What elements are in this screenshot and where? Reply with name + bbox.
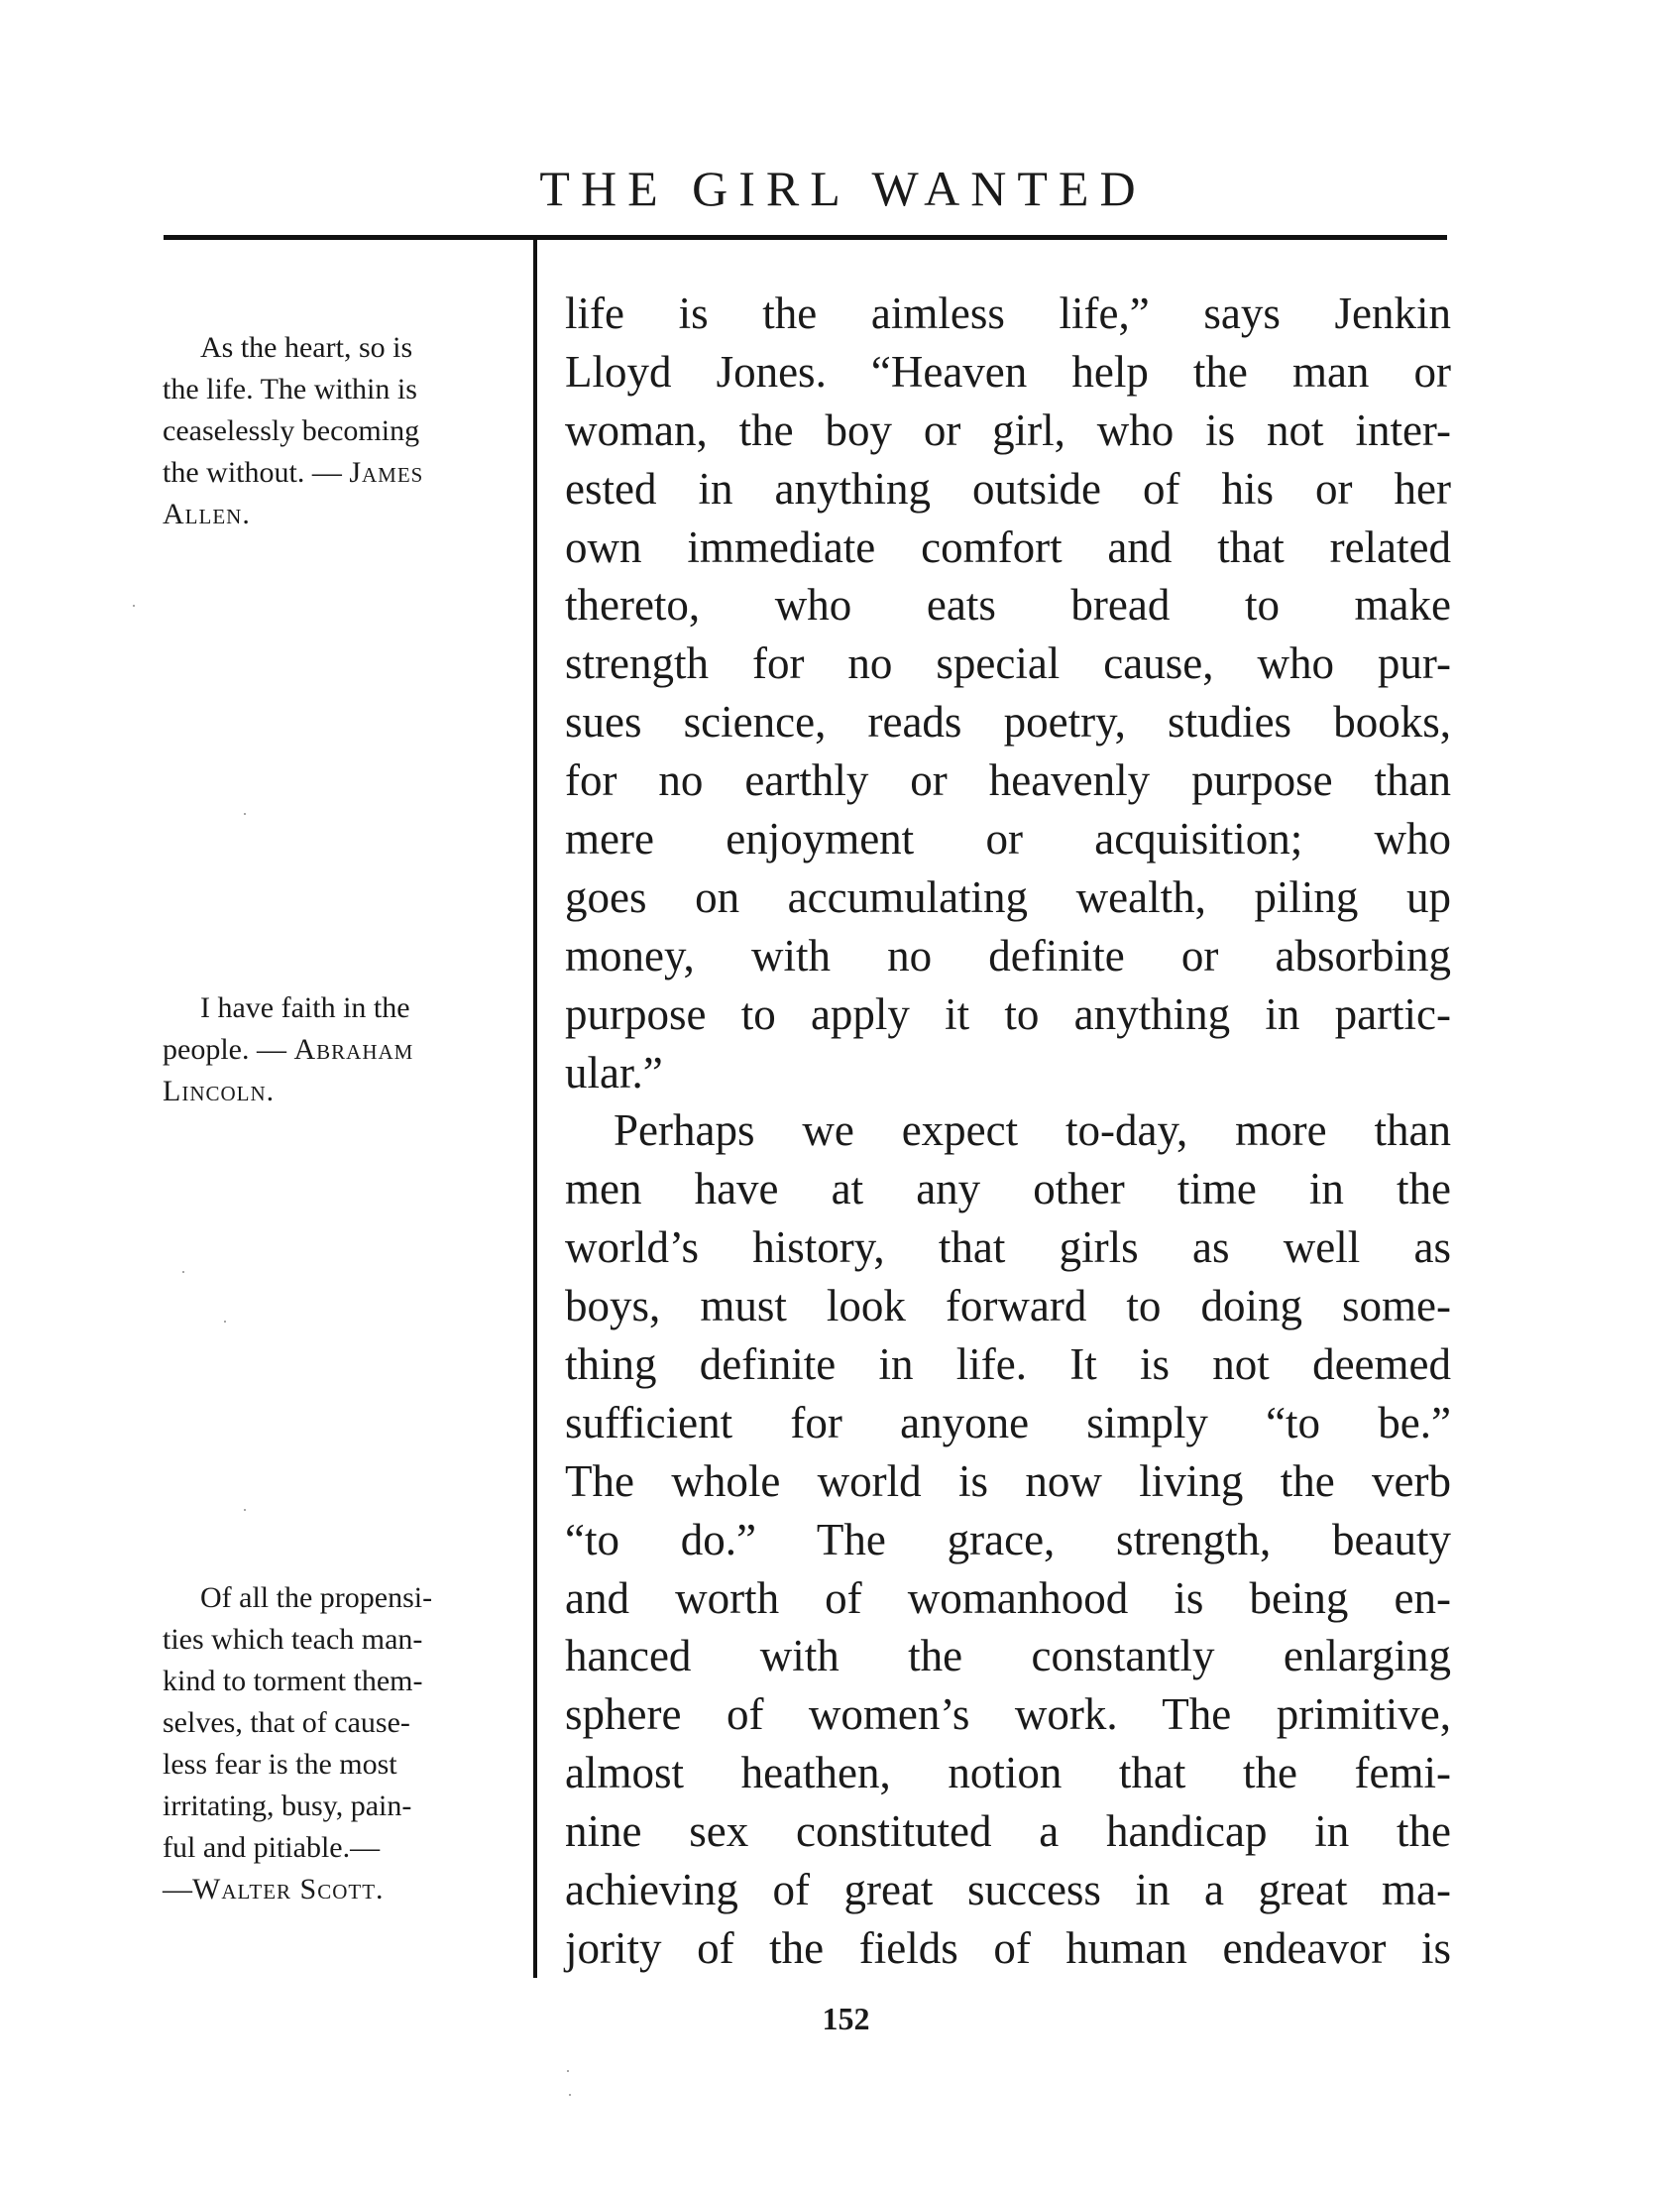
quote-line <box>163 1869 514 1910</box>
body-line: world’s history, that girls as well as <box>565 1222 1451 1273</box>
quote-line: ceaselessly becoming <box>163 414 420 447</box>
quote-line: irritating, busy, pain- <box>163 1790 412 1822</box>
scan-speck <box>569 2094 571 2096</box>
body-line: ular.” <box>565 1047 663 1097</box>
body-line: jority of the fields of human endeavor is <box>565 1922 1451 1973</box>
body-line: sufficient for anyone simply “to be.” <box>565 1397 1451 1447</box>
page-number: 152 <box>822 2001 870 2036</box>
body-line: Lloyd Jones. “Heaven help the man or <box>565 346 1451 397</box>
body-text <box>565 285 1451 1978</box>
body-line: mere enjoyment or acquisition; who <box>565 814 1451 865</box>
scan-speck <box>244 1509 246 1511</box>
body-line: “to do.” The grace, strength, beauty <box>565 1514 1451 1564</box>
body-line: hanced with the constantly enlarging <box>565 1631 1451 1681</box>
body-line: and worth of womanhood is being en- <box>565 1572 1451 1623</box>
margin-quote-abraham-lincoln <box>163 987 514 1112</box>
body-line: The whole world is now living the verb <box>565 1455 1451 1506</box>
header-rule <box>164 235 1447 240</box>
body-line: life is the aimless life,” says Jenkin <box>565 289 1451 338</box>
quote-text: — <box>163 1873 192 1905</box>
quote-line: less fear is the most <box>163 1748 397 1781</box>
scan-speck <box>224 1321 226 1323</box>
body-line: purpose to apply it to anything in partic- <box>565 988 1451 1039</box>
quote-text: the without. — <box>163 456 350 489</box>
scan-speck <box>133 605 135 607</box>
quote-line: selves, that of cause- <box>163 1706 410 1739</box>
quote-line: As the heart, so is <box>200 331 413 364</box>
scan-speck <box>182 1271 184 1273</box>
running-head: THE GIRL WANTED <box>539 161 1147 216</box>
body-line: Perhaps we expect to-day, more than <box>614 1105 1451 1156</box>
quote-attribution: Walter Scott. <box>192 1873 385 1905</box>
body-line: own immediate comfort and that related <box>565 521 1451 572</box>
body-line: sues science, reads poetry, studies books, <box>565 697 1451 748</box>
body-line: almost heathen, notion that the femi- <box>565 1748 1451 1798</box>
body-line: money, with no definite or absorbing <box>565 930 1451 981</box>
quote-line: kind to torment them- <box>163 1665 423 1697</box>
quote-attribution: Abraham Lincoln. <box>163 1033 414 1107</box>
body-line: goes on accumulating wealth, piling up <box>565 871 1451 922</box>
body-line: boys, must look forward to doing some- <box>565 1281 1451 1331</box>
body-line: woman, the boy or girl, who is not inter- <box>565 404 1451 455</box>
body-line: for no earthly or heavenly purpose than <box>565 755 1451 806</box>
body-line: sphere of women’s work. The primitive, <box>565 1689 1451 1740</box>
margin-quote-james-allen <box>163 327 514 535</box>
quote-attribution: James Allen. <box>163 456 424 530</box>
body-line: strength for no special cause, who pur- <box>565 638 1451 689</box>
body-line: ested in anything outside of his or her <box>565 463 1451 514</box>
column-divider-rule <box>533 237 537 1978</box>
body-line: nine sex constituted a handicap in the <box>565 1806 1451 1857</box>
body-line: thereto, who eats bread to make <box>565 580 1451 631</box>
scan-speck <box>567 2070 569 2072</box>
scan-speck <box>244 813 246 815</box>
body-line: achieving of great success in a great ma- <box>565 1865 1451 1915</box>
body-line: men have at any other time in the <box>565 1164 1451 1214</box>
quote-line: ful and pitiable.— <box>163 1831 381 1864</box>
quote-line: the life. The within is <box>163 373 417 405</box>
quote-line: I have faith in the <box>200 991 410 1024</box>
body-line: thing definite in life. It is not deemed <box>565 1339 1451 1390</box>
quote-line: Of all the propensi- <box>200 1581 433 1614</box>
quote-line <box>163 452 514 535</box>
quote-line <box>163 1029 514 1112</box>
quote-line: ties which teach man- <box>163 1623 423 1656</box>
quote-text: people. — <box>163 1033 294 1066</box>
margin-quote-walter-scott <box>163 1577 514 1910</box>
